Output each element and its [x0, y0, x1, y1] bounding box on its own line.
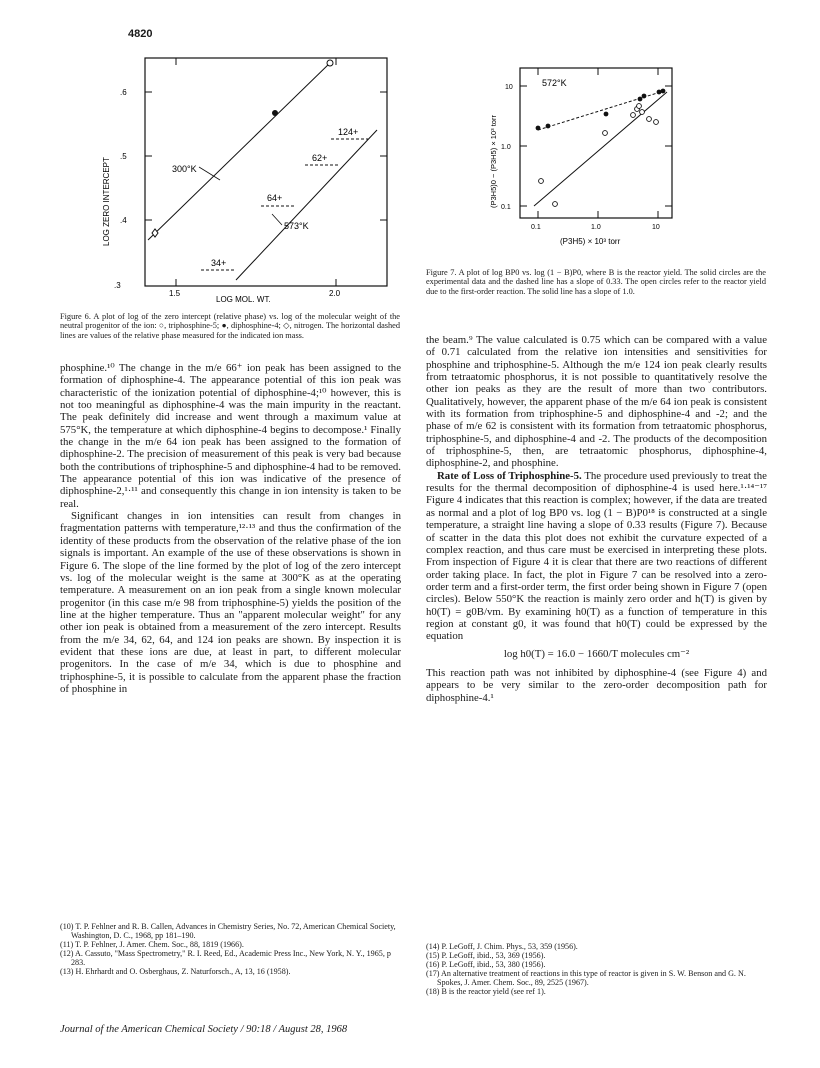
- right-column: [426, 334, 767, 704]
- fig6-label-62: 62+: [312, 153, 328, 163]
- reference-14: (14) P. LeGoff, J. Chim. Phys., 53, 359 (1956).: [426, 942, 578, 951]
- reference-16: (16) P. LeGoff, ibid., 53, 380 (1956).: [426, 960, 546, 970]
- fig7-xtick-10: 10: [652, 224, 660, 231]
- reference-13: (13) H. Ehrhardt and O. Osberghaus, Z. Naturforsch., A, 13, 16 (1958).: [60, 967, 291, 977]
- figure-6-caption: Figure 6. A plot of log of the zero intercept (relative phase) vs. log of the molecular weight of the neutral progenitor of the ion: ○, triphosphine-5; ●, diphosphine-4; ◇, nitrogen. The horizontal dashed lines are values of the relative phase measured for the indicated ion mass.: [60, 312, 400, 340]
- references-left: [60, 922, 401, 977]
- fig7-ytick-1: 1.0: [501, 144, 511, 151]
- fig7-x-axis-label: (P3H5) × 10³ torr: [560, 237, 621, 246]
- reference-18: (18) B is the reactor yield (see ref 1).: [426, 987, 546, 997]
- references-right: [426, 942, 767, 997]
- fig6-ytick-3: .3: [114, 281, 121, 290]
- figure-7-caption: Figure 7. A plot of log BP0 vs. log (1 − B)P0, where B is the reactor yield. The solid circles are the experimental data and the dashed line has a slope of 0.33. The open circles refer to the reactor yield due to the first-order reaction. The solid line has a slope of 1.0.: [426, 268, 766, 296]
- right-paragraph-1: the beam.⁹ The value calculated is 0.75 which can be compared with a value of 0.71 calculated from the relative ion intensities and sensitivities for phosphine and triphosphine-5. Although the m/e 124 ion peak clearly results from tetraatomic phosphorus, it is not possible to quantitatively resolve the other ion peaks as they are the result of more than two contributors. Qualitatively, however, the apparent phase of the m/e 64 ion peak is consistent with its formation from triphosphine-5 and diphosphine-4 and -2; and the phase of m/e 62 is consistent with its formation from tetraatomic phosphorus, triphosphine-5, and diphosphine-4 and -2. The products of the decomposition of triphosphine-5, then, are tetraatomic phosphorus, diphosphine-4, diphosphine-2, and phosphine.: [426, 334, 767, 470]
- figure-7: [482, 56, 697, 266]
- fig7-ytick-10: 10: [505, 84, 513, 91]
- reference-11: (11) T. P. Fehlner, J. Amer. Chem. Soc., 88, 1819 (1966).: [60, 940, 244, 950]
- figure-6: [86, 50, 406, 310]
- reference-15: (15) P. LeGoff, ibid., 53, 369 (1956).: [426, 951, 546, 961]
- equation: log h0(T) = 16.0 − 1660/T molecules cm⁻²: [503, 647, 690, 660]
- fig7-ytick-01: 0.1: [501, 204, 511, 211]
- fig6-label-34: 34+: [211, 258, 227, 268]
- fig6-label-573K: 573°K: [284, 221, 309, 231]
- fig7-xtick-1: 1.0: [591, 224, 601, 231]
- fig7-xtick-01: 0.1: [531, 224, 541, 231]
- right-paragraph-3: This reaction path was not inhibited by diphosphine-4 (see Figure 4) and appears to be very similar to the zero-order decomposition path for diphosphine-4.¹: [426, 666, 767, 704]
- fig7-y-axis-label: (P3H5)0 − (P3H5) × 10³ torr: [489, 115, 498, 208]
- fig6-filled-circle: [272, 110, 278, 116]
- reference-10: (10) T. P. Fehlner and R. B. Callen, Advances in Chemistry Series, No. 72, American Chemical Society, Washington, D. C., 1968, pp 181–190.: [60, 922, 396, 941]
- left-column: [60, 362, 401, 695]
- fig6-y-axis-label: LOG ZERO INTERCEPT: [102, 157, 111, 246]
- fig6-ytick-5: .5: [120, 152, 127, 161]
- fig6-xtick-2-0: 2.0: [329, 289, 341, 298]
- page-number: 4820: [128, 28, 153, 40]
- left-paragraph-1: phosphine.¹⁰ The change in the m/e 66⁺ ion peak has been assigned to the formation of diphosphine-4. The appearance potential of this ion peak was characteristic of the ionization potential of diphosphine-4;¹⁰ however, this is not too meaningful as diphosphine-4 was the main impurity in the reactant. The peak definitely did increase and went through a maximum value at 575°K, the temperature at which diphosphine-4 begins to decompose.¹ Finally the change in the m/e 64 ion peak has been assigned to the formation of diphosphine-2. The precision of measurement of this peak is very bad because both the contributions of triphosphine-5 and diphosphine-4 had to be removed. The appearance potential of this ion was indicative of the presence of diphosphine-2,¹·¹¹ and consequently this change in ion intensity is taken to be real.: [60, 362, 401, 510]
- fig6-xtick-1-5: 1.5: [169, 289, 181, 298]
- fig7-temperature-label: 572°K: [542, 78, 567, 88]
- fig6-ytick-4: .4: [120, 216, 127, 225]
- left-paragraph-2: Significant changes in ion intensities can result from changes in fragmentation patterns with temperature,¹²·¹³ and thus the confirmation of the identity of these products from the observation of the relative phase of the ion signals is important. An example of the use of these observations is shown in Figure 6. The slope of the line formed by the plot of log of the zero intercept vs. log of the molecular weight is the same at 300°K as at the operating temperature. A measurement on an ion peak from a single known molecular progenitor (in this case m/e 98 from triphosphine-5) yields the position of the line at the higher temperature. Thus an "apparent molecular weight" for any other ion peak is obtained from a measurement of the zero intercept. Results from the m/e 34, 62, 64, and 124 ion peaks are shown. By inspection it is evident that these ions are due, at least in part, to different molecular progenitors. In the case of m/e 34, which is due to phosphine and triphosphine-5, it is possible to calculate from the apparent phase the fraction of phosphine in: [60, 510, 401, 695]
- fig6-label-124: 124+: [338, 127, 359, 137]
- fig6-label-300K: 300°K: [172, 164, 197, 174]
- reference-12: (12) A. Cassuto, "Mass Spectrometry," R. I. Reed, Ed., Academic Press Inc., New York, N. Y., 1965, p 283.: [60, 949, 391, 968]
- fig6-label-64: 64+: [267, 193, 283, 203]
- journal-footer: Journal of the American Chemical Society / 90:18 / August 28, 1968: [60, 1024, 348, 1035]
- fig6-ytick-6: .6: [120, 88, 127, 97]
- fig6-open-circle: [327, 60, 333, 66]
- right-paragraph-2: The procedure used previously to treat the results for the thermal decomposition of diphosphine-4 is used here.¹·¹⁴⁻¹⁷ Figure 4 indicates that this reaction is complex; however, if the data are treated as normal and a plot of log BP0 vs. log (1 − B)P0¹⁸ is constructed at a single temperature, a straight line having a slope of 0.33 results (Figure 7). Because of scatter in the data this plot does not exhibit the curvature expected of a complex reaction, and thus care must be exercised in interpreting these plots. From inspection of Figure 4 it is clear that there are two reactions of different order taking place. In fact, the plot in Figure 7 can be resolved into a zero-order term and a first-order term, the first order being shown in Figure 7 (open circles). Below 550°K the reaction is mainly zero order and h(T) is given by h0(T) = g0B/vm. By examining h0(T) as a function of temperature in this region at constant g0, it was found that h0(T) could be expressed by the equation: [426, 469, 767, 643]
- fig6-x-axis-label: LOG MOL. WT.: [216, 295, 271, 304]
- section-heading: Rate of Loss of Triphosphine-5.: [437, 469, 582, 482]
- reference-17: (17) An alternative treatment of reactions in this type of reactor is given in S. W. Benson and G. N. Spokes, J. Amer. Chem. Soc., 89, 2525 (1967).: [426, 969, 746, 988]
